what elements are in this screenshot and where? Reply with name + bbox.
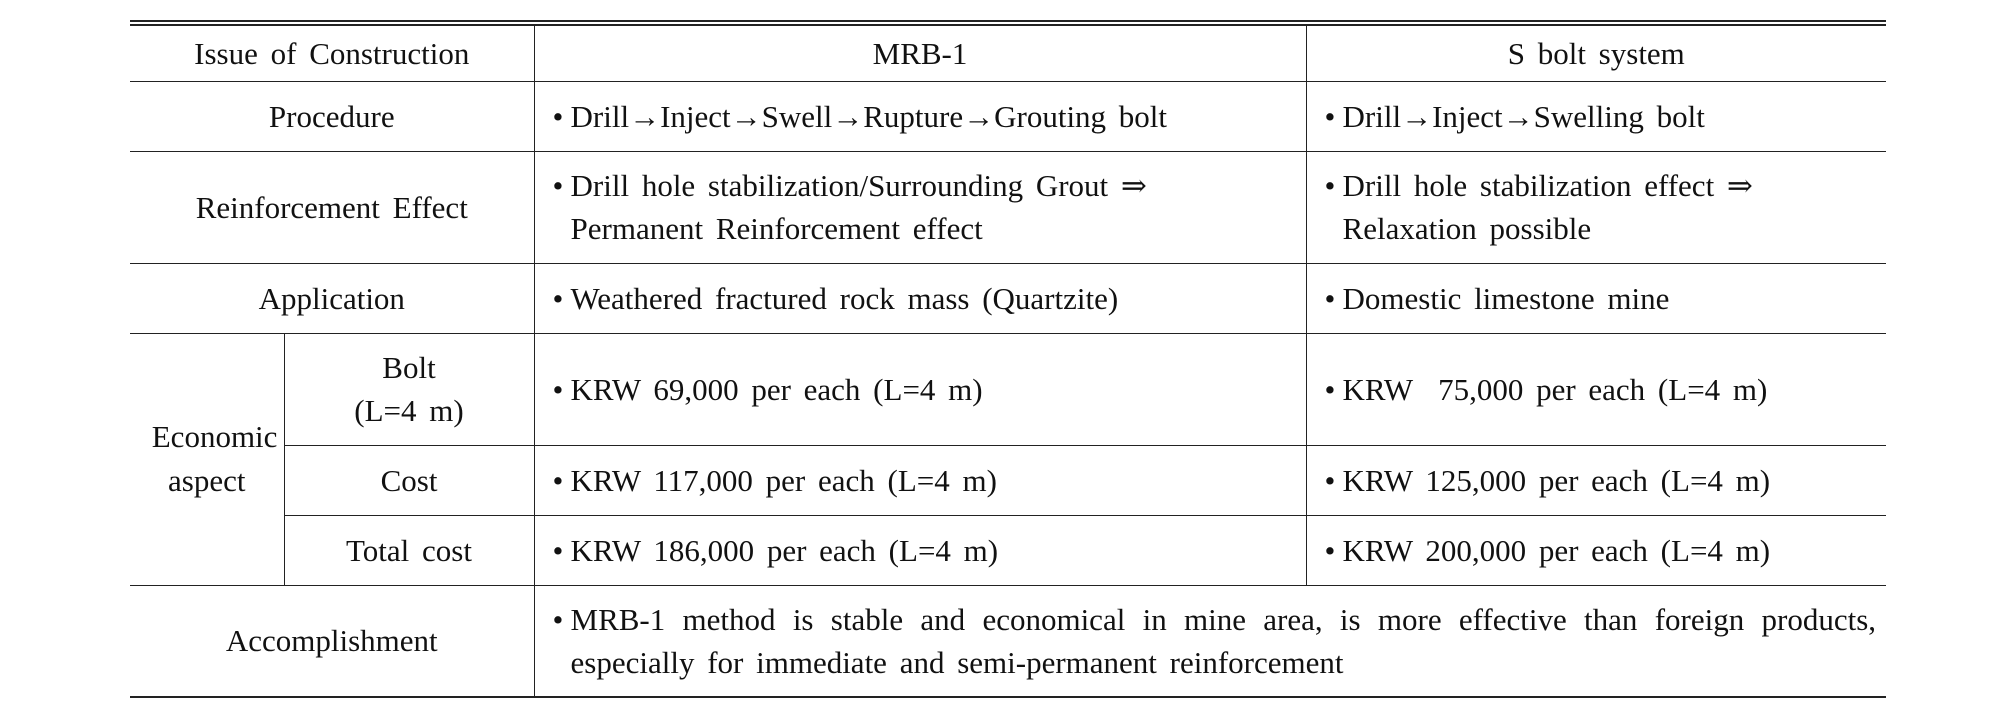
bullet-icon: • [1324,462,1336,498]
header-sbolt: S bolt system [1306,23,1886,81]
row-label-application: Application [130,263,534,333]
cell-cost-mrb1: • KRW 117,000 per each (L=4 m) [534,445,1306,515]
cell-cost-sbolt: • KRW 125,000 per each (L=4 m) [1306,445,1886,515]
cell-bolt-sbolt: • KRW 75,000 per each (L=4 m) [1306,333,1886,445]
cell-procedure-mrb1: • Drill→Inject→Swell→Rupture→Grouting bolt [534,81,1306,151]
row-label-economic: Economic aspect [130,333,284,585]
bullet-icon: • [552,280,564,316]
table-header-row [130,23,1886,81]
row-label-procedure: Procedure [130,81,534,151]
cell-application-mrb1: • Weathered fractured rock mass (Quartzite) [534,263,1306,333]
table-row [130,515,1886,585]
bullet-icon: • [1324,98,1336,134]
sub-label-total-cost: Total cost [284,515,534,585]
comparison-table [130,20,1889,698]
bullet-icon: • [1324,371,1336,407]
cell-application-sbolt: • Domestic limestone mine [1306,263,1886,333]
cell-accomplishment: • MRB-1 method is stable and economical in mine area, is more effective than foreign products, especially for immediate and semi-permanent reinforcement [534,585,1886,697]
bullet-icon: • [552,462,564,498]
cell-procedure-sbolt: • Drill→Inject→Swelling bolt [1306,81,1886,151]
cell-total-mrb1: • KRW 186,000 per each (L=4 m) [534,515,1306,585]
bullet-icon: • [552,98,564,134]
cell-total-sbolt: • KRW 200,000 per each (L=4 m) [1306,515,1886,585]
bullet-icon: • [552,532,564,568]
bullet-icon: • [552,371,564,407]
table-row [130,263,1886,333]
table-row [130,333,1886,445]
cell-reinforcement-mrb1: • Drill hole stabilization/Surrounding Grout ⇒ Permanent Reinforcement effect [534,151,1306,263]
table-row [130,585,1886,697]
bullet-icon: • [1324,168,1336,203]
table-row [130,445,1886,515]
header-mrb1: MRB-1 [534,23,1306,81]
sub-label-bolt: Bolt (L=4 m) [284,333,534,445]
row-label-accomplishment: Accomplishment [130,585,534,697]
header-issue: Issue of Construction [130,23,534,81]
row-label-reinforcement: Reinforcement Effect [130,151,534,263]
table-row [130,81,1886,151]
cell-reinforcement-sbolt: • Drill hole stabilization effect ⇒ Relaxation possible [1306,151,1886,263]
bullet-icon: • [552,168,564,203]
table-row [130,151,1886,263]
bullet-icon: • [1324,532,1336,568]
cell-bolt-mrb1: • KRW 69,000 per each (L=4 m) [534,333,1306,445]
bullet-icon: • [1324,280,1336,316]
sub-label-cost: Cost [284,445,534,515]
bullet-icon: • [552,601,564,637]
